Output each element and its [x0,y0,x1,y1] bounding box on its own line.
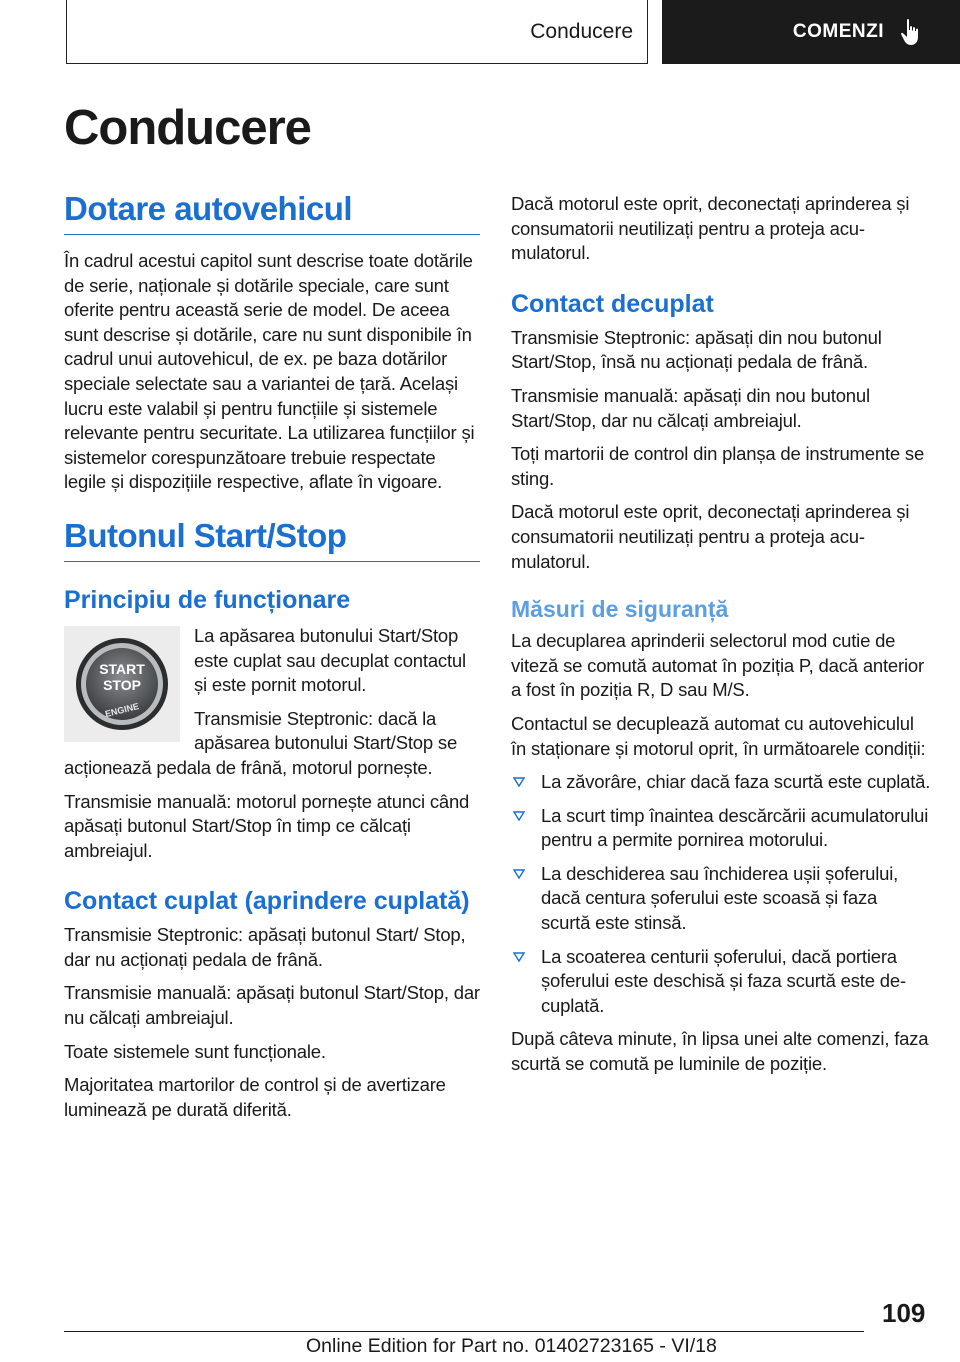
paragraph: Dacă motorul este oprit, deconectați aprinderea și consumatorii neutilizați pentru a proteja acumulatorul. [511,193,910,264]
paragraph: Transmisie manuală: motorul pornește atunci când apăsați butonul Start/Stop în timp ce călcați ambreiajul. [64,790,470,861]
paragraph: Transmisie manuală: apăsați butonul Start/Stop, dar nu călcați ambreiajul. [64,982,480,1029]
triangle-bullet-icon [513,868,525,880]
paragraph: Toți martorii de control din planșa de instrumente se sting. [511,443,925,489]
triangle-bullet-icon [513,776,525,788]
button-text-stop: STOP [103,676,141,693]
header-tab[interactable] [662,0,960,64]
paragraph: Dacă motorul este oprit, deconectați aprinderea și consumatorii neutilizați pentru a proteja acumulatorul. [511,501,910,572]
paragraph: Majoritatea martorilor de control și de avertizare luminează pe durată diferită. [64,1074,446,1120]
paragraph: Transmisie Steptronic: apăsați din nou butonul Start/Stop, însă nu acționați pedala de frână. [511,326,882,373]
page-number: 109 [882,1298,926,1328]
conditions-list [511,770,931,1018]
paragraph: Transmisie Steptronic: apăsați butonul Start/ Stop, dar nu acționați pedala de frână. [64,924,466,970]
list-item: La scoaterea centurii șoferului, dacă portiera șoferului este deschisă și faza scurtă este decuplată. [511,945,931,1019]
subsubsection-title-masuri: Măsuri de siguranță [511,596,729,623]
header-section-title: Conducere [530,19,633,43]
subsection-title-contact-cuplat: Contact cuplat (aprindere cuplată) [64,887,470,916]
footer-divider [64,1331,864,1332]
button-text-engine: ENGINE [104,700,140,719]
subsection-title-principiu: Principiu de funcționare [64,585,351,614]
header-section-box [66,0,648,64]
header-tab-label: COMENZI [792,21,884,42]
paragraph: Toate sistemele sunt funcționale. [64,1040,326,1062]
paragraph: Transmisie manuală: apăsați din nou butonul Start/Stop, dar nu călcați ambreiajul. [511,384,870,431]
list-item: La zăvorâre, chiar dacă faza scurtă este cuplată. [511,770,931,795]
footer-edition: Online Edition for Part no. 01402723165 - VI/18 [306,1335,717,1357]
triangle-bullet-icon [513,951,525,963]
subsection-title-contact-decuplat: Contact decuplat [511,289,714,318]
paragraph: În cadrul acestui capitol sunt descrise toate dotările de serie, naționale și dotările speciale, care sunt oferite pentru această serie de model. De aceea sunt descrise și dotările, care nu sunt disponibile în cadrul unui autovehicul, de ex. pe baza dotărilor speciale selectate sau a variantei de țară. Același lucru este valabil și pentru funcțiile și sistemele relevante pentru securitate. La utilizarea funcțiilor și sistemelor corespunzătoare trebuie respectate legile și dispozițiile respective, aflate în vigoare. [64,250,475,493]
paragraph: Contactul se decuplează automat cu autovehiculul în staționare și motorul oprit, în următoarele condiții: [511,712,926,759]
hand-pointer-icon [900,18,922,46]
paragraph: După câteva minute, în lipsa unei alte comenzi, faza scurtă se comută pe luminile de poziție. [511,1028,929,1075]
section-title-start-stop: Butonul Start/Stop [64,517,480,562]
section-title-dotare: Dotare autovehicul [64,190,480,235]
chapter-title: Conducere [64,101,311,155]
paragraph: La apăsarea butonului Start/Stop este cuplat sau decuplat contactul și este pornit motorul. [194,624,466,696]
right-column [511,192,931,1086]
paragraph: La decuplarea aprinderii selectorul mod cutie de viteză se comută automat în poziția P, dacă anterior a fost în poziția R, D sau M/S. [511,630,924,701]
start-stop-button-image [64,626,180,742]
list-item: La scurt timp înaintea descărcării acumulatorului pentru a permite pornirea motorului. [511,804,931,853]
triangle-bullet-icon [513,810,525,822]
paragraph: Transmisie Steptronic: dacă la apăsarea butonului Start/Stop se acționează pedala de frână, motorul pornește. [64,707,458,778]
list-item: La deschiderea sau închiderea ușii șoferului, dacă centura șoferului este scoasă și faza scurtă este stinsă. [511,862,931,936]
button-text-start: START [99,660,145,677]
start-stop-button-icon [72,634,172,734]
left-column [64,190,480,1131]
